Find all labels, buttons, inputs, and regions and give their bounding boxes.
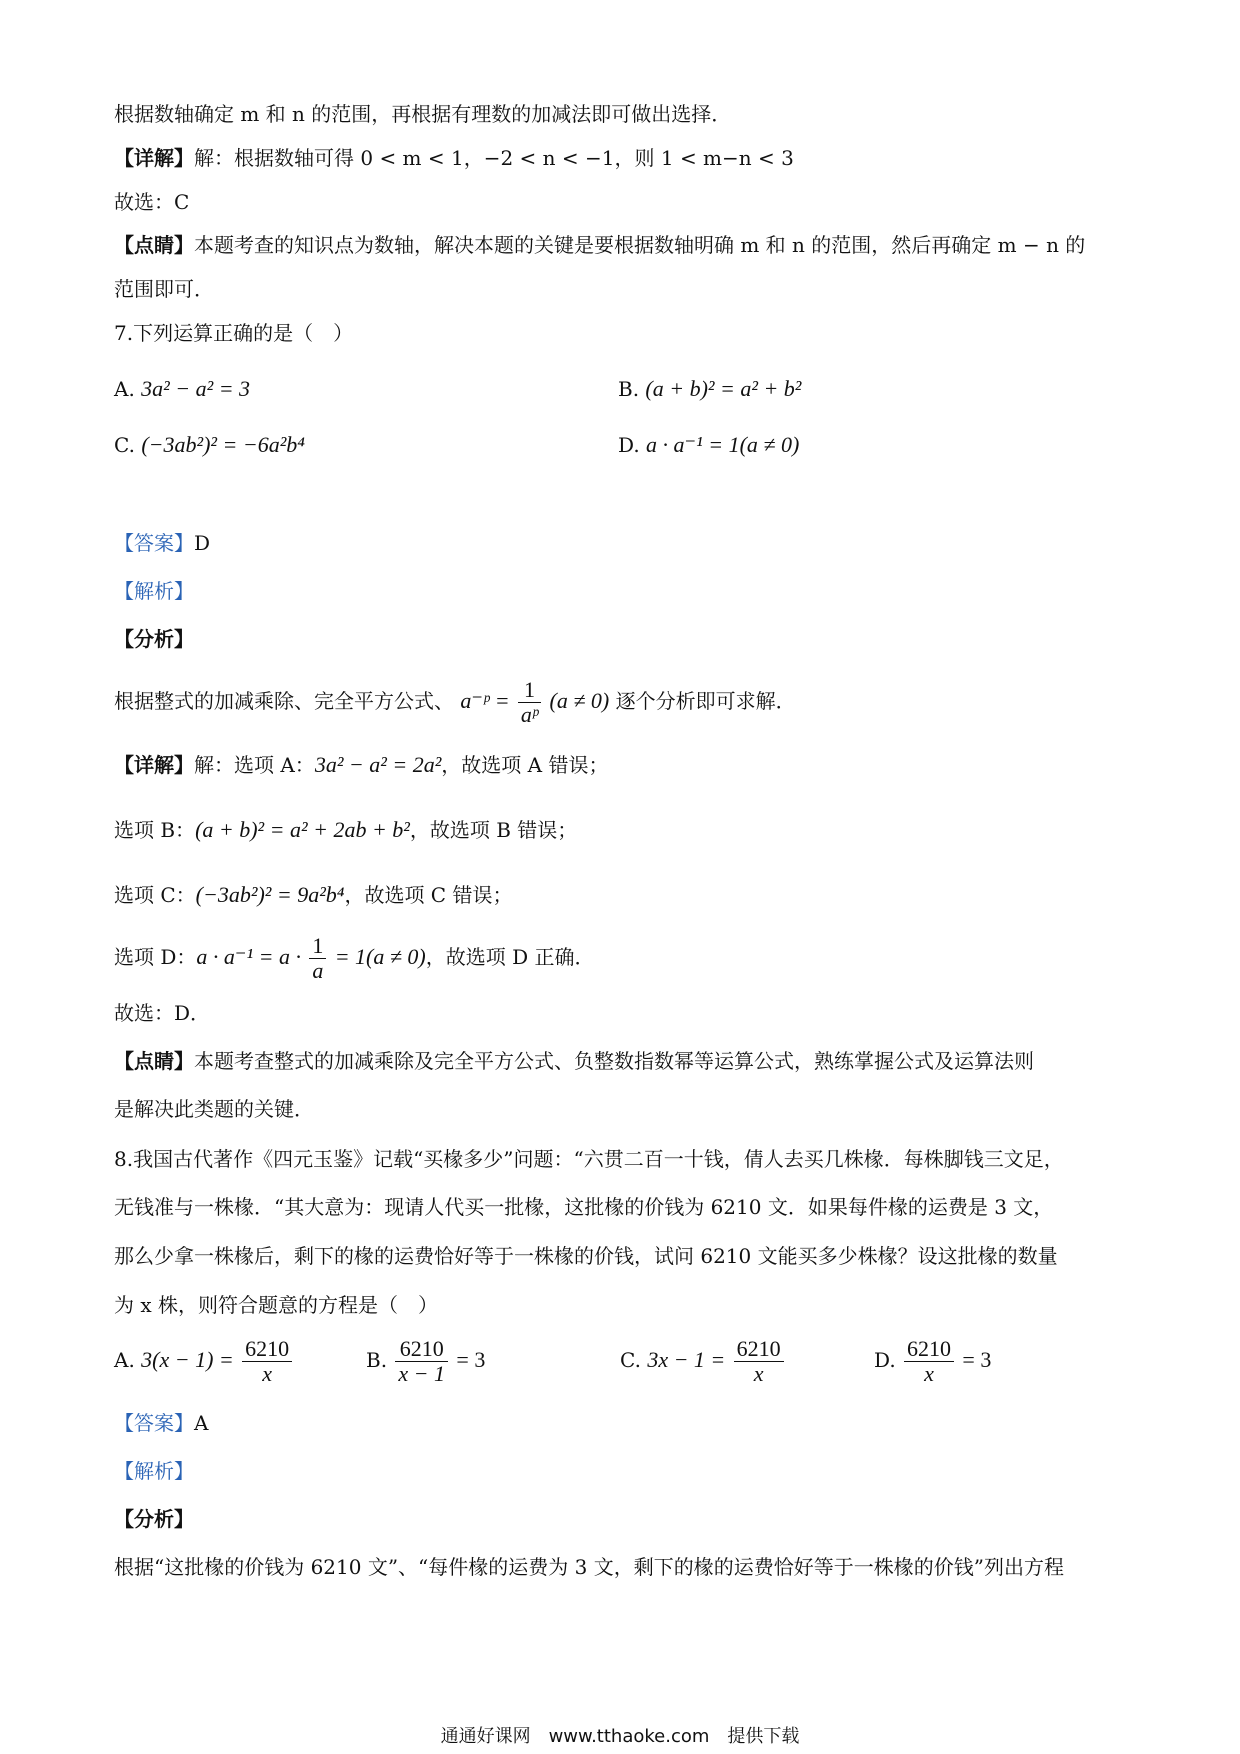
- option-fraction: [734, 1337, 784, 1386]
- detail-a-pre: 解：选项 A：: [194, 753, 315, 777]
- q7-fenxi-text: [114, 676, 796, 727]
- detail-label: 【详解】: [114, 146, 194, 170]
- q6-choose: 故选：C: [114, 190, 190, 214]
- q8-fenxi-text: 根据“这批椽的价钱为 6210 文”、“每件椽的运费为 3 文，剩下的椽的运费恰好等于一株椽的价钱”列出方程: [114, 1555, 1064, 1579]
- q6-detail: [114, 145, 794, 171]
- q8-analysis-label: 【解析】: [114, 1459, 194, 1483]
- option-label: C.: [620, 1348, 641, 1372]
- fenxi-pre: 根据整式的加减乘除、完全平方公式、: [114, 689, 454, 713]
- q7-option-a: [114, 376, 250, 402]
- detail-c-post: ，故选项 C 错误；: [344, 883, 513, 907]
- fraction-numerator: 6210: [395, 1337, 448, 1362]
- answer-label: 【答案】: [114, 531, 194, 555]
- option-label: B.: [366, 1348, 388, 1372]
- answer-label: 【答案】: [114, 1411, 194, 1435]
- fraction-numerator: 1: [309, 934, 326, 959]
- option-formula-left: 3x − 1 =: [647, 1347, 726, 1372]
- q7-detail-d: [114, 932, 595, 983]
- q8-stem-line2: 无钱准与一株椽．“其大意为：现请人代买一批椽，这批椽的价钱为 6210 文．如果每件椽的运费是 3 文，: [114, 1195, 1054, 1219]
- q7-answer: [114, 530, 210, 556]
- page-footer: 通通好课网 www.tthaoke.com 提供下载: [440, 1726, 800, 1747]
- option-formula: 3a² − a² = 3: [141, 376, 251, 401]
- q7-comment-line1: 本题考查整式的加减乘除及完全平方公式、负整数指数幂等运算公式，熟练掌握公式及运算法则: [194, 1049, 1034, 1073]
- q8-option-d: [874, 1332, 991, 1388]
- q7-choose: 故选：D．: [114, 1001, 211, 1025]
- q8-option-b: [366, 1332, 485, 1388]
- q8-option-c: [620, 1332, 786, 1388]
- detail-c-pre: 选项 C：: [114, 883, 196, 907]
- detail-d-math-right: = 1(a ≠ 0): [334, 944, 426, 969]
- q7-option-b: [618, 376, 801, 402]
- q6-line1: 根据数轴确定 m 和 n 的范围，再根据有理数的加减法即可做出选择．: [114, 102, 732, 126]
- q8-stem-line4: 为 x 株，则符合题意的方程是（ ）: [114, 1293, 438, 1317]
- option-label: A.: [114, 377, 135, 401]
- option-formula-right: = 3: [456, 1347, 486, 1372]
- answer-value: D: [194, 531, 211, 555]
- option-fraction: [904, 1337, 954, 1386]
- q7-stem: 7.下列运算正确的是（ ）: [114, 321, 354, 345]
- q8-answer: [114, 1410, 208, 1436]
- fraction-denominator: x: [262, 1361, 273, 1386]
- fraction-denominator: a: [312, 958, 324, 983]
- q6-comment: [114, 232, 1085, 258]
- fenxi-post: 逐个分析即可求解．: [615, 689, 796, 713]
- answer-value: A: [194, 1411, 209, 1435]
- option-label: B.: [618, 377, 640, 401]
- option-formula: a · a⁻¹ = 1(a ≠ 0): [646, 432, 800, 457]
- q7-comment-line2: 是解决此类题的关键．: [114, 1097, 314, 1121]
- option-label: A.: [114, 1348, 135, 1372]
- q7-detail-c: [114, 882, 512, 908]
- fraction-denominator: x: [753, 1361, 764, 1386]
- fraction-numerator: 6210: [734, 1337, 784, 1362]
- q6-comment-line2: 范围即可．: [114, 277, 214, 301]
- option-label: D.: [874, 1348, 896, 1372]
- detail-b-math: (a + b)² = a² + 2ab + b²: [195, 817, 410, 842]
- detail-b-post: ，故选项 B 错误；: [409, 818, 578, 842]
- detail-c-math: (−3ab²)² = 9a²b⁴: [195, 882, 345, 907]
- option-formula: (−3ab²)² = −6a²b⁴: [141, 432, 305, 457]
- q8-option-a: [114, 1332, 294, 1388]
- detail-a-math: 3a² − a² = 2a²: [314, 752, 442, 777]
- q7-comment: [114, 1048, 1034, 1074]
- fenxi-formula-right: (a ≠ 0): [549, 688, 610, 713]
- fraction-denominator: x − 1: [398, 1361, 446, 1386]
- option-label: D.: [618, 433, 640, 457]
- option-formula: (a + b)² = a² + b²: [645, 376, 802, 401]
- q8-fenxi-label: 【分析】: [114, 1507, 194, 1531]
- comment-label: 【点睛】: [114, 233, 194, 257]
- fraction-numerator: 6210: [242, 1337, 292, 1362]
- detail-a-post: ，故选项 A 错误；: [441, 753, 609, 777]
- q7-detail-a: [114, 752, 608, 778]
- q6-detail-text: 解：根据数轴可得 0 < m < 1，−2 < n < −1，则 1 < m−n < 3: [194, 146, 794, 170]
- fraction-denominator: x: [924, 1361, 934, 1386]
- fenxi-formula-left: a⁻ᵖ =: [460, 688, 510, 713]
- detail-b-pre: 选项 B：: [114, 818, 196, 842]
- q8-stem-line1: 8.我国古代著作《四元玉鉴》记载“买椽多少”问题：“六贯二百一十钱，倩人去买几株椽．每株脚钱三文足，: [114, 1147, 1064, 1171]
- option-fraction: [395, 1337, 448, 1386]
- option-formula-left: 3(x − 1) =: [141, 1347, 234, 1372]
- q7-fenxi-label: 【分析】: [114, 627, 194, 651]
- option-label: C.: [114, 433, 135, 457]
- option-fraction: [242, 1337, 292, 1386]
- fraction-numerator: 1: [518, 678, 541, 703]
- fraction-numerator: 6210: [904, 1337, 954, 1362]
- detail-d-math-left: a · a⁻¹ = a ·: [196, 944, 301, 969]
- q8-stem-line3: 那么少拿一株椽后，剩下的椽的运费恰好等于一株椽的价钱，试问 6210 文能买多少株椽？设这批椽的数量: [114, 1244, 1058, 1268]
- fraction-denominator: aᵖ: [520, 702, 539, 727]
- detail-d-post: ，故选项 D 正确．: [425, 945, 595, 969]
- detail-d-pre: 选项 D：: [114, 945, 197, 969]
- comment-label: 【点睛】: [114, 1049, 194, 1073]
- detail-d-fraction: [309, 934, 326, 983]
- fenxi-fraction: [518, 678, 541, 727]
- detail-label: 【详解】: [114, 753, 194, 777]
- q6-comment-line1: 本题考查的知识点为数轴，解决本题的关键是要根据数轴明确 m 和 n 的范围，然后再确定 m − n 的: [194, 233, 1086, 257]
- q7-detail-b: [114, 817, 577, 843]
- q7-analysis-label: 【解析】: [114, 579, 194, 603]
- q7-option-d: [618, 432, 799, 458]
- q7-option-c: [114, 432, 305, 458]
- option-formula-right: = 3: [962, 1347, 992, 1372]
